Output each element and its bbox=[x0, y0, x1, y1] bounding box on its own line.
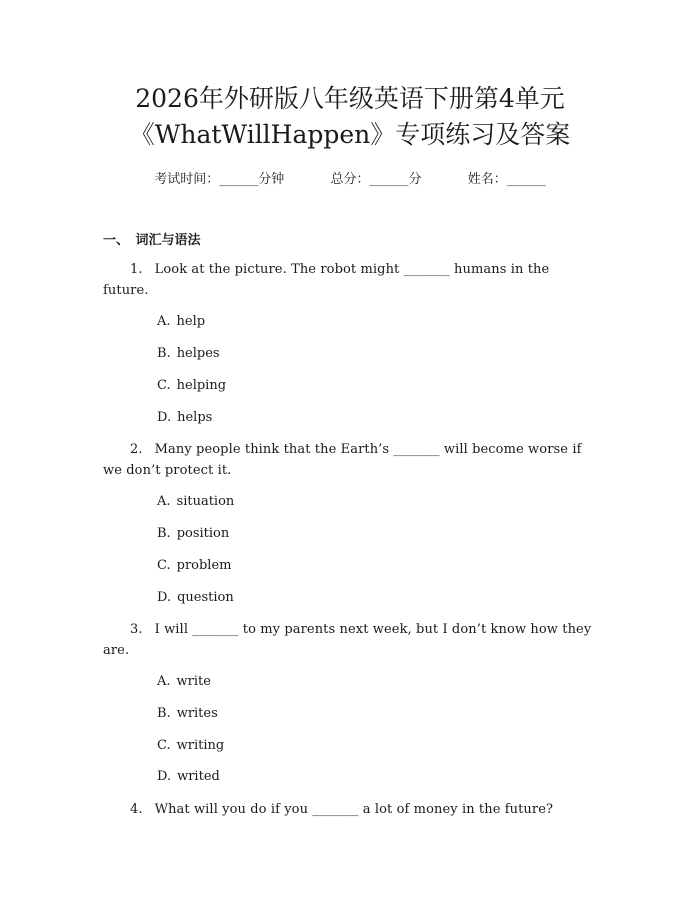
question-1-option-a bbox=[157, 313, 205, 331]
option-letter: C. bbox=[157, 378, 171, 393]
option-text: helping bbox=[176, 378, 227, 393]
question-1-option-b bbox=[157, 345, 220, 363]
exam-time-field: 考试时间：______分钟 bbox=[154, 172, 285, 187]
section-heading: 一、 词汇与语法 bbox=[103, 233, 201, 248]
option-text: helps bbox=[177, 410, 213, 425]
option-letter: A. bbox=[157, 674, 171, 689]
option-text: helpes bbox=[176, 346, 220, 361]
option-letter: B. bbox=[157, 346, 171, 361]
question-1-option-c bbox=[157, 377, 226, 395]
option-text: position bbox=[176, 526, 230, 541]
option-letter: A. bbox=[157, 314, 171, 329]
exam-meta bbox=[0, 168, 700, 187]
option-letter: D. bbox=[157, 769, 172, 784]
question-number: 2. bbox=[130, 442, 143, 457]
question-3-option-a bbox=[157, 673, 211, 691]
question-3-option-c bbox=[157, 737, 224, 755]
question-2-option-c bbox=[157, 557, 232, 575]
question-2-option-d bbox=[157, 589, 234, 607]
question-number: 3. bbox=[130, 622, 143, 637]
option-letter: D. bbox=[157, 590, 172, 605]
question-number: 1. bbox=[130, 262, 143, 277]
question-1 bbox=[103, 259, 593, 301]
option-text: situation bbox=[176, 494, 235, 509]
student-name-field: 姓名：______ bbox=[467, 172, 546, 187]
document-title-line-1: 2026年外研版八年级英语下册第4单元 bbox=[135, 84, 565, 113]
option-text: question bbox=[177, 590, 234, 605]
question-3-option-b bbox=[157, 705, 218, 723]
option-text: writed bbox=[177, 769, 220, 784]
question-2-option-b bbox=[157, 525, 229, 543]
option-text: writing bbox=[176, 738, 225, 753]
option-letter: C. bbox=[157, 558, 171, 573]
question-4 bbox=[103, 799, 593, 820]
option-letter: A. bbox=[157, 494, 171, 509]
question-1-option-d bbox=[157, 409, 212, 427]
question-text: What will you do if you _______ a lot of money in the future? bbox=[154, 802, 554, 817]
total-score-field: 总分：______分 bbox=[330, 172, 422, 187]
question-2-option-a bbox=[157, 493, 234, 511]
option-letter: D. bbox=[157, 410, 172, 425]
option-letter: B. bbox=[157, 706, 171, 721]
question-text: Look at the picture. The robot might _______ humans in the future. bbox=[103, 262, 550, 298]
document-title-line-2: 《WhatWillHappen》专项练习及答案 bbox=[129, 120, 571, 149]
question-text: Many people think that the Earth’s _______ will become worse if we don’t protect it. bbox=[103, 442, 582, 478]
option-text: writes bbox=[176, 706, 218, 721]
question-text: I will _______ to my parents next week, but I don’t know how they are. bbox=[103, 622, 592, 658]
option-letter: B. bbox=[157, 526, 171, 541]
option-text: write bbox=[176, 674, 211, 689]
option-text: help bbox=[176, 314, 206, 329]
option-text: problem bbox=[176, 558, 232, 573]
question-3-option-d bbox=[157, 768, 220, 786]
question-2 bbox=[103, 439, 593, 481]
option-letter: C. bbox=[157, 738, 171, 753]
question-3 bbox=[103, 619, 593, 661]
question-number: 4. bbox=[130, 802, 143, 817]
